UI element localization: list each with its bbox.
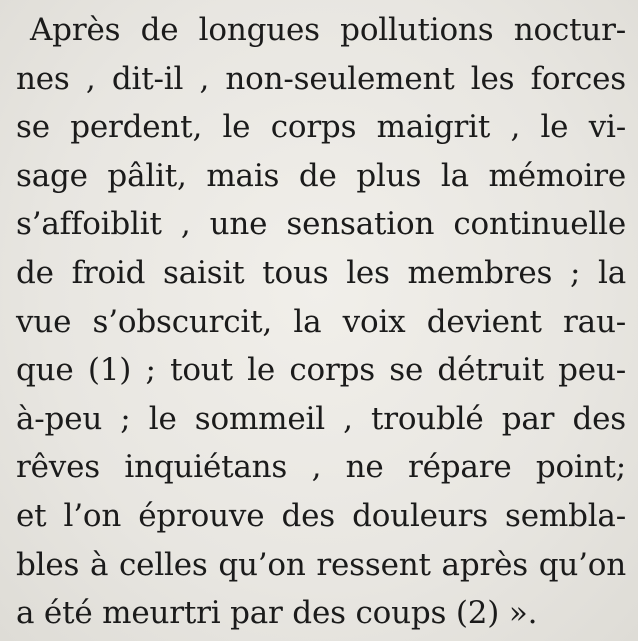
text-line-5: s’affoiblit , une sensation continuelle <box>16 206 626 243</box>
text-line-7: vue s’obscurcit, la voix devient rau- <box>16 303 626 340</box>
text-line-12: bles à celles qu’on ressent après qu’on <box>16 546 626 583</box>
text-line-2: nes , dit-il , non-seulement les forces <box>16 60 626 97</box>
text-line-10: rêves inquiétans , ne répare point; <box>16 449 626 486</box>
text-line-3: se perdent, le corps maigrit , le vi- <box>16 109 626 146</box>
text-line-1: Après de longues pollutions noctur- <box>30 12 626 48</box>
text-line-9: à-peu ; le sommeil , troublé par des <box>16 400 626 437</box>
text-line-11: et l’on éprouve des douleurs sembla- <box>16 497 626 534</box>
paragraph <box>16 6 626 638</box>
text-line-6: de froid saisit tous les membres ; la <box>16 254 626 291</box>
text-line-4: sage pâlit, mais de plus la mémoire <box>16 157 626 194</box>
text-line-8: que (1) ; tout le corps se détruit peu- <box>16 352 626 389</box>
text-line-13: a été meurtri par des coups (2) ». <box>16 595 538 632</box>
